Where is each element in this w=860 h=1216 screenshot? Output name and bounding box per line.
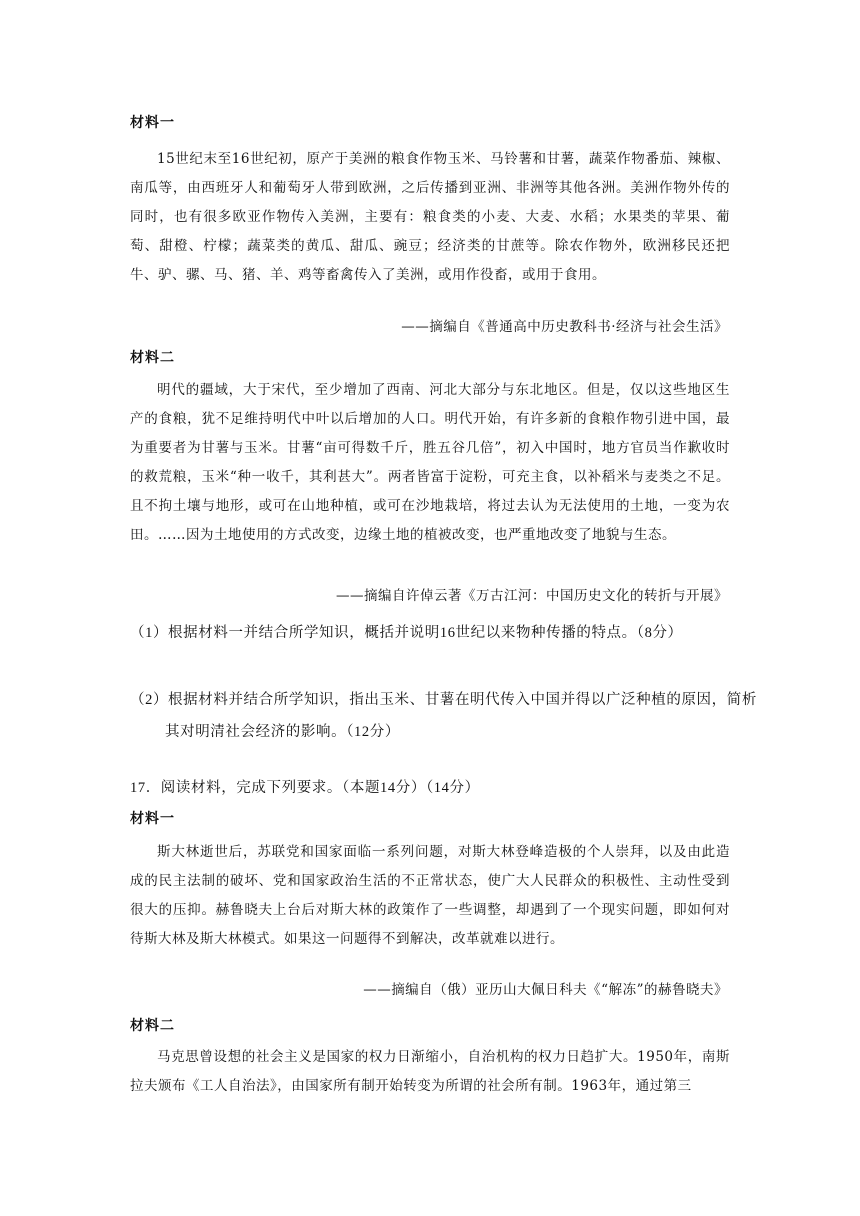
q17-material-one-source: ——摘编自（俄）亚历山大佩日科夫《“解冻”的赫鲁晓夫》 (363, 982, 728, 998)
q16-question-1: （1）根据材料一并结合所学知识，概括并说明16世纪以来物种传播的特点。（8分） (130, 625, 683, 641)
q16-material-two-text: 明代的疆域，大于宋代，至少增加了西南、河北大部分与东北地区。但是，仅以这些地区生产的食粮，犹不足维持明代中叶以后增加的人口。明代开始，有许多新的食粮作物引进中国，最为重要者为甘薯与玉米。甘薯“亩可得数千斤，胜五谷几倍”，初入中国时，地方官员当作歉收时的救荒粮，玉米“种一收千，其利甚大”。两者皆富于淀粉，可充主食，以补稻米与麦类之不足。且不拘土壤与地形，或可在山地种植，或可在沙地栽培，将过去认为无法使用的土地，一变为农田。……因为土地使用的方式改变，边缘土地的植被改变，也严重地改变了地貌与生态。 (130, 382, 730, 543)
q16-material-two-source: ——摘编自许倬云著《万古江河：中国历史文化的转折与开展》 (336, 588, 728, 604)
q17-material-two-text: 马克思曾设想的社会主义是国家的权力日渐缩小，自治机构的权力日趋扩大。1950年，南斯拉夫颁布《工人自治法》，由国家所有制开始转变为所谓的社会所有制。1963年，通过第三 (130, 1049, 730, 1094)
q17-material-one-heading: 材料一 (130, 811, 175, 827)
q16-material-one-source: ——摘编自《普通高中历史教科书·经济与社会生活》 (401, 319, 728, 335)
q17-material-two-heading: 材料二 (130, 1018, 175, 1034)
q16-material-two-heading: 材料二 (130, 350, 175, 366)
q16-question-2-line-1: （2）根据材料并结合所学知识，指出玉米、甘薯在明代传入中国并得以广泛种植的原因，简析 (130, 692, 757, 708)
q16-material-one-text: 15世纪末至16世纪初，原产于美洲的粮食作物玉米、马铃薯和甘薯，蔬菜作物番茄、辣椒、南瓜等，由西班牙人和葡萄牙人带到欧洲，之后传播到亚洲、非洲等其他各洲。美洲作物外传的同时，也有很多欧亚作物传入美洲，主要有：粮食类的小麦、大麦、水稻；水果类的苹果、葡萄、甜橙、柠檬；蔬菜类的黄瓜、甜瓜、豌豆；经济类的甘蔗等。除农作物外，欧洲移民还把牛、驴、骡、马、猪、羊、鸡等畜禽传入了美洲，或用作役畜，或用于食用。 (130, 151, 730, 283)
q17-title: 17．阅读材料，完成下列要求。（本题14分）（14分） (130, 780, 480, 796)
q16-question-2-line-2: 其对明清社会经济的影响。（12分） (165, 724, 400, 740)
q16-material-one-heading: 材料一 (130, 115, 175, 131)
q17-material-one-text: 斯大林逝世后，苏联党和国家面临一系列问题，对斯大林登峰造极的个人崇拜，以及由此造成的民主法制的破坏、党和国家政治生活的不正常状态，使广大人民群众的积极性、主动性受到很大的压抑。赫鲁晓夫上台后对斯大林的政策作了一些调整，却遇到了一个现实问题，即如何对待斯大林及斯大林模式。如果这一问题得不到解决，改革就难以进行。 (130, 844, 730, 947)
